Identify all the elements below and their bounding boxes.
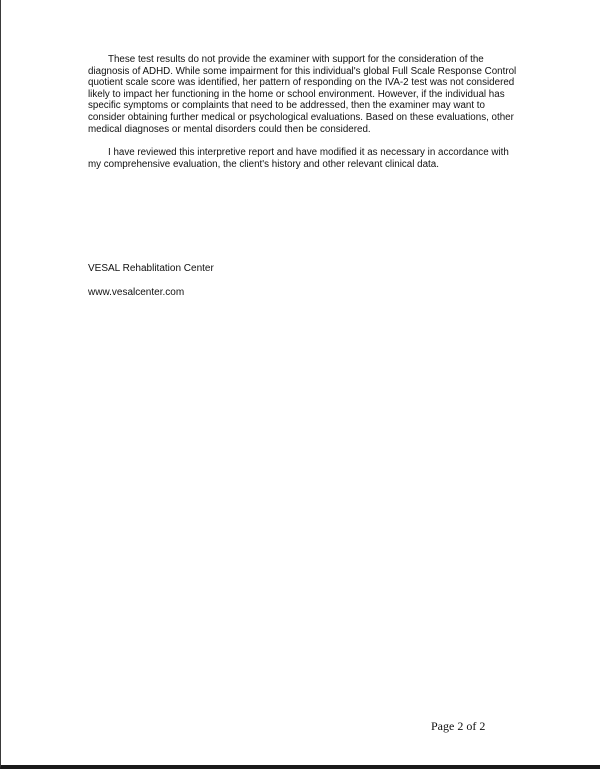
page-number: Page 2 of 2	[431, 719, 486, 733]
organization-website: www.vesalcenter.com	[88, 287, 185, 298]
paragraph-adhd-conclusion: These test results do not provide the examiner with support for the consideration of the diagnosis of ADHD. While some impairment for this individual's global Full Scale Response Control quotient scale score was identified, her pattern of responding on the IVA-2 test was not considered likely to impact her functioning in the home or school environment. However, if the individual has specific symptoms or complaints that need to be addressed, then the examiner may want to consider obtaining further medical or psychological evaluations. Based on these evaluations, other medical diagnoses or mental disorders could then be considered.	[88, 54, 517, 135]
paragraph-reviewer-statement: I have reviewed this interpretive report and have modified it as necessary in accordance with my comprehensive evaluation, the client's history and other relevant clinical data.	[88, 147, 509, 170]
report-body	[88, 54, 518, 182]
organization-name: VESAL Rehablitation Center	[88, 263, 214, 274]
